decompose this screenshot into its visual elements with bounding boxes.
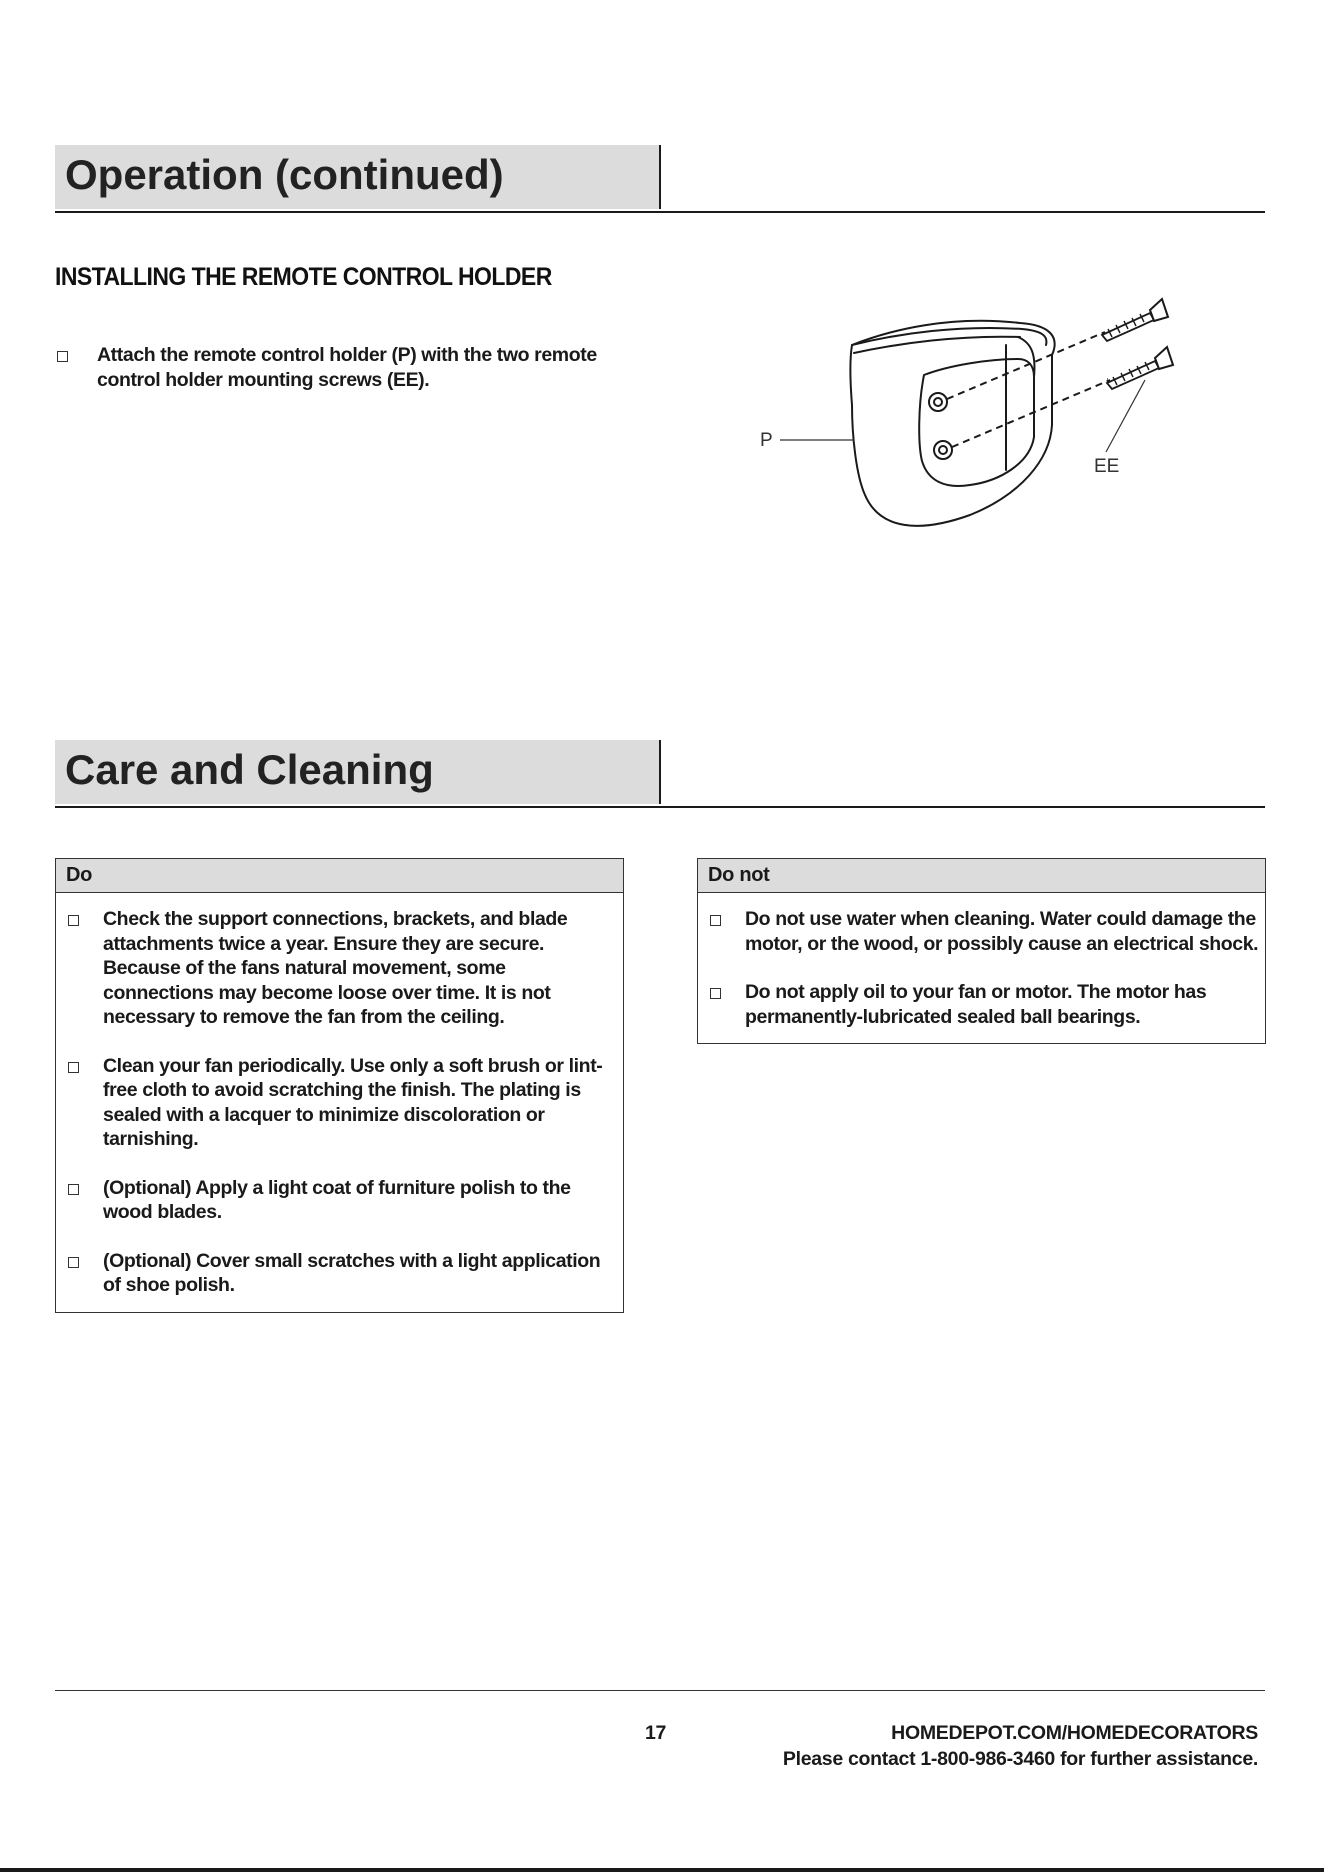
do-not-item-text: Do not use water when cleaning. Water could damage the motor, or the wood, or possibly cause an electrical shock. — [745, 908, 1259, 955]
do-panel — [55, 858, 624, 1313]
care-section-header — [55, 740, 1265, 808]
bottom-edge — [0, 1868, 1324, 1872]
do-item-text: Check the support connections, brackets, and blade attachments twice a year. Ensure they are secure. Because of the fans natural movement, some connections may become loose over time. It is not necessary to remove the fan from the ceiling. — [103, 908, 568, 1028]
installing-step-text: Attach the remote control holder (P) with the two remote control holder mounting screws (EE). — [97, 344, 597, 391]
installing-subheading: INSTALLING THE REMOTE CONTROL HOLDER — [55, 263, 552, 291]
checkbox-icon — [710, 915, 721, 926]
remote-holder-illustration — [750, 285, 1200, 540]
list-item — [698, 907, 1265, 956]
do-not-item-text: Do not apply oil to your fan or motor. The motor has permanently-lubricated sealed ball bearings. — [745, 981, 1207, 1028]
operation-title-box — [55, 145, 661, 209]
checkbox-icon — [710, 988, 721, 999]
footer-contact: Please contact 1-800-986-3460 for further assistance. — [782, 1748, 1258, 1770]
list-item — [56, 1249, 623, 1298]
operation-section-header — [55, 145, 1265, 213]
installing-step — [57, 343, 657, 392]
footer-website: HOMEDEPOT.COM/HOMEDECORATORS — [891, 1722, 1258, 1744]
do-heading: Do — [56, 859, 623, 893]
do-list — [56, 893, 623, 1298]
list-item — [56, 1054, 623, 1152]
care-title-box — [55, 740, 661, 804]
list-item — [698, 980, 1265, 1029]
list-item — [56, 907, 623, 1030]
do-not-panel — [697, 858, 1266, 1044]
list-item — [56, 1176, 623, 1225]
do-item-text: Clean your fan periodically. Use only a soft brush or lint-free cloth to avoid scratching the finish. The plating is sealed with a lacquer to minimize discoloration or tarnishing. — [103, 1054, 603, 1150]
do-not-list — [698, 893, 1265, 1029]
checkbox-icon — [68, 915, 79, 926]
do-item-text: (Optional) Cover small scratches with a light application of shoe polish. — [103, 1249, 601, 1296]
checkbox-icon — [68, 1184, 79, 1195]
checkbox-icon — [57, 351, 68, 362]
operation-title: Operation (continued) — [65, 151, 504, 198]
checkbox-icon — [68, 1257, 79, 1268]
checkbox-icon — [68, 1062, 79, 1073]
label-ee: EE — [1094, 456, 1120, 477]
do-not-heading: Do not — [698, 859, 1265, 893]
footer-divider — [55, 1690, 1265, 1691]
care-title: Care and Cleaning — [65, 746, 434, 793]
label-p: P — [760, 430, 773, 451]
do-item-text: (Optional) Apply a light coat of furniture polish to the wood blades. — [103, 1176, 571, 1223]
page-number: 17 — [645, 1722, 667, 1744]
